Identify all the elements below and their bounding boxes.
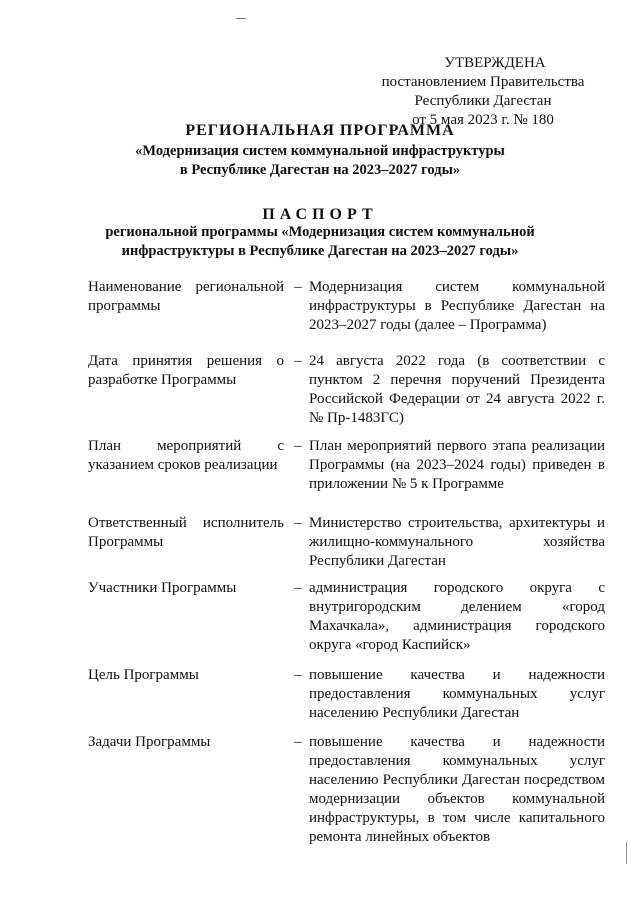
passport-subtitle: региональной программы «Модернизация систем коммунальной: [105, 224, 535, 240]
row-label: Цель Программы: [88, 667, 199, 683]
row-value: повышение качества и надежности предоставления коммунальных услуг населению Республики Дагестан посредством модернизации объектов коммунальной инфраструктуры, в том числе капитального ремонта линейных объектов: [309, 734, 605, 845]
program-subtitle: в Республике Дагестан на 2023–2027 годы»: [179, 162, 461, 178]
scan-edge-mark: [626, 842, 627, 864]
scan-mark: [236, 18, 246, 19]
passport-title: ПАСПОРТ: [262, 206, 378, 223]
row-label: Участники Программы: [88, 580, 237, 596]
row-value: администрация городского округа с внутригородским делением «город Махачкала», администрация городского округа «город Каспийск»: [309, 580, 605, 653]
row-value: Министерство строительства, архитектуры и жилищно-коммунального хозяйства Республики Дагестан: [309, 515, 605, 569]
row-dash: –: [294, 353, 302, 369]
row-label: Задачи Программы: [88, 734, 211, 750]
program-title: РЕГИОНАЛЬНАЯ ПРОГРАММА: [185, 122, 455, 139]
row-value: План мероприятий первого этапа реализации Программы (на 2023–2024 годы) приведен в приложении № 5 к Программе: [309, 438, 605, 492]
row-label: Наименование региональной программы: [88, 279, 284, 314]
row-label: Дата принятия решения о разработке Программы: [88, 353, 284, 388]
row-dash: –: [294, 667, 302, 683]
program-subtitle: «Модернизация систем коммунальной инфраструктуры: [135, 143, 505, 159]
row-value: повышение качества и надежности предоставления коммунальных услуг населению Республики Дагестан: [309, 667, 605, 721]
row-dash: –: [294, 580, 302, 596]
approval-heading: УТВЕРЖДЕНА: [444, 55, 546, 71]
approval-date: от 5 мая 2023 г. № 180: [412, 112, 554, 128]
passport-subtitle: инфраструктуры в Республике Дагестан на 2023–2027 годы»: [121, 243, 519, 259]
approval-line: постановлением Правительства: [381, 74, 585, 90]
approval-line: Республики Дагестан: [414, 93, 552, 109]
approval-stamp: [368, 54, 598, 130]
row-label: Ответственный исполнитель Программы: [88, 515, 284, 550]
row-value: Модернизация систем коммунальной инфраструктуры в Республике Дагестан на 2023–2027 годы (далее – Программа): [309, 279, 605, 333]
row-dash: –: [294, 279, 302, 295]
row-dash: –: [294, 734, 302, 750]
row-dash: –: [294, 515, 302, 531]
row-label: План мероприятий с указанием сроков реализации: [88, 438, 284, 473]
row-value: 24 августа 2022 года (в соответствии с пунктом 2 перечня поручений Президента Российской Федерации от 24 августа 2022 г. № Пр-1483ГС): [309, 353, 605, 426]
row-dash: –: [294, 438, 302, 454]
